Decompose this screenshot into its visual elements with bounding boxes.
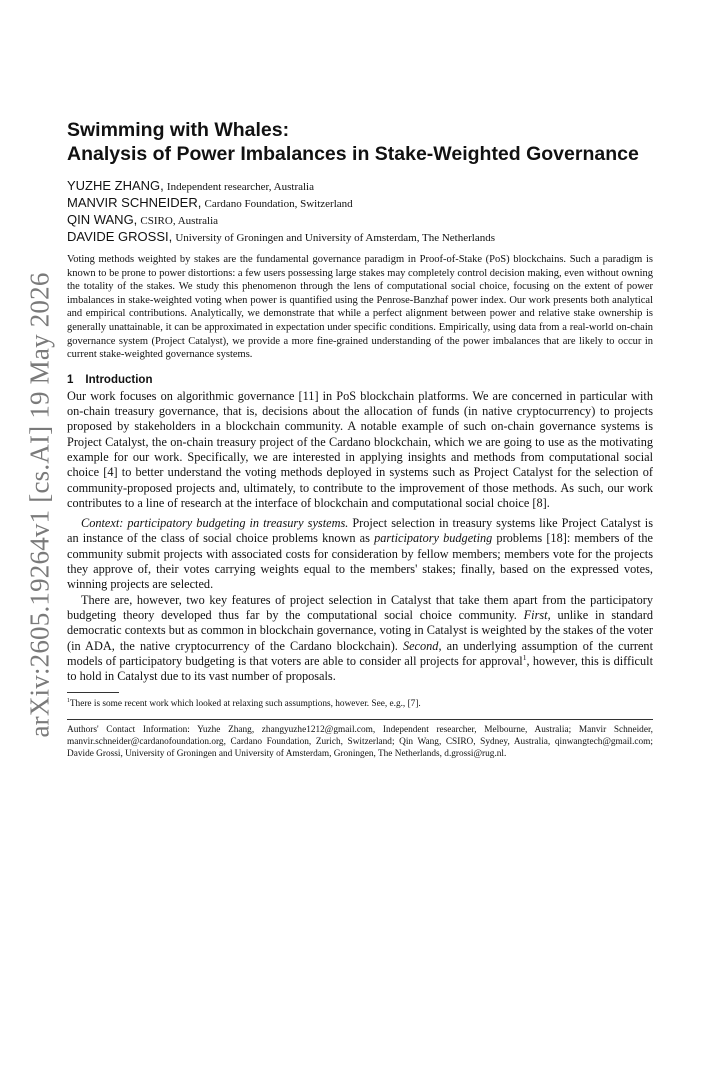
emphasis: participatory budgeting	[374, 531, 493, 546]
paper-page	[67, 118, 653, 760]
author-list	[67, 178, 653, 246]
text-run: , however, this is difficult to hold in Catalyst due to its vast number of proposals.	[67, 653, 653, 684]
emphasis: Second	[402, 638, 439, 653]
text-run: , unlike in standard democratic contexts but as common in blockchain governance, voting in Catalyst is weighted by the stakes of the voter (in ADA, the native cryptocurrency of the Cardano blockchain).	[67, 607, 653, 653]
paper-title	[67, 118, 653, 166]
author-name: YUZHE ZHANG,	[67, 178, 164, 193]
section-number: 1	[67, 373, 74, 386]
author-entry	[67, 178, 653, 195]
title-line-1: Swimming with Whales:	[67, 119, 290, 141]
intro-paragraph-2	[67, 516, 653, 592]
author-entry	[67, 195, 653, 212]
footnote	[67, 698, 653, 710]
footnote-text: There is some recent work which looked at relaxing such assumptions, however. See, e.g., [7].	[69, 699, 421, 710]
text-run: problems [18]: members of the community submit projects with associated costs for consideration by fellow members; members vote for the projects they approve of, their votes carrying weights equal to the members' stakes; finally, based on the expressed votes, winning projects are selected.	[67, 531, 653, 592]
paragraph-run-in-heading: Context: participatory budgeting in treasury systems.	[81, 516, 349, 531]
contact-divider	[67, 719, 653, 720]
section-heading	[67, 374, 653, 386]
abstract: Voting methods weighted by stakes are the fundamental governance paradigm in Proof-of-Stake (PoS) blockchains. Such a paradigm is known to be prone to power distortions: a few users possessing large stakes may completely control decision making, even without owning the totality of the stakes. We study this phenomenon through the lens of computational social choice, focusing on the extent of power imbalances in stake-weighted voting when power is quantified using the Penrose-Banzhaf power index. Our work presents both analytical and empirical contributions. Analytically, we demonstrate that while a perfect alignment between power and relative stake ownership is generally unattainable, it can be approximated in expectation under specific conditions. Empirically, using data from a real-world on-chain governance system (Project Catalyst), we provide a more fine-grained understanding of the power imbalances that are likely to occur in current stake-weighted governance systems.	[67, 254, 653, 361]
arxiv-sidebar	[10, 270, 70, 740]
author-name: MANVIR SCHNEIDER,	[67, 195, 202, 210]
title-line-2: Analysis of Power Imbalances in Stake-Weighted Governance	[67, 143, 639, 165]
text-run: , an underlying assumption of the current models of participatory budgeting is that voters are able to consider all projects for approval	[67, 638, 653, 668]
author-affiliation: CSIRO, Australia	[140, 215, 219, 227]
section-title: Introduction	[85, 373, 153, 386]
author-affiliation: University of Groningen and University of Amsterdam, The Netherlands	[175, 232, 496, 244]
author-name: QIN WANG,	[67, 212, 138, 227]
author-entry	[67, 212, 653, 229]
text-run: There are, however, two key features of project selection in Catalyst that take them apart from the participatory budgeting theory developed thus far by the computational social choice community.	[67, 592, 653, 622]
intro-paragraph-3	[67, 593, 653, 685]
text-run: Project selection in treasury systems like Project Catalyst is an instance of the class of social choice problems known as	[67, 516, 654, 546]
author-entry	[67, 229, 653, 246]
footnote-reference[interactable]: 1	[522, 652, 527, 662]
footnote-divider	[67, 692, 119, 693]
author-affiliation: Independent researcher, Australia	[166, 181, 314, 193]
author-affiliation: Cardano Foundation, Switzerland	[204, 198, 353, 210]
emphasis: First	[523, 607, 548, 622]
author-contact-info: Authors' Contact Information: Yuzhe Zhang, zhangyuzhe1212@gmail.com, Independent researcher, Melbourne, Australia; Manvir Schneider, manvir.schneider@cardanofoundation.org, Cardano Foundation, Zurich, Switzerland; Qin Wang, CSIRO, Sydney, Australia, qinwangtech@gmail.com; Davide Grossi, University of Groningen and University of Amsterdam, Groningen, The Netherlands, d.grossi@rug.nl.	[67, 725, 653, 760]
author-name: DAVIDE GROSSI,	[67, 229, 173, 244]
footnote-mark: 1	[67, 698, 70, 705]
intro-paragraph-1: Our work focuses on algorithmic governance [11] in PoS blockchain platforms. We are concerned in particular with on-chain treasury governance, that is, decisions about the allocation of funds (in native cryptocurrency) to projects proposed by stakeholders in a blockchain community. A notable example of such on-chain governance systems is Project Catalyst, the on-chain treasury project of the Cardano blockchain, which we are going to use as the motivating example for our work. Specifically, we are interested in applying insights and methods from computational social choice [4] to better understand the voting methods deployed in systems such as Project Catalyst for the selection of community-proposed projects and, ultimately, to contribute to the improvement of those methods. As such, our work contributes to a line of research at the interface of blockchain and computational social choice [8].	[67, 388, 653, 510]
arxiv-identifier: arXiv:2605.19264v1 [cs.AI] 19 May 2026	[24, 272, 55, 738]
